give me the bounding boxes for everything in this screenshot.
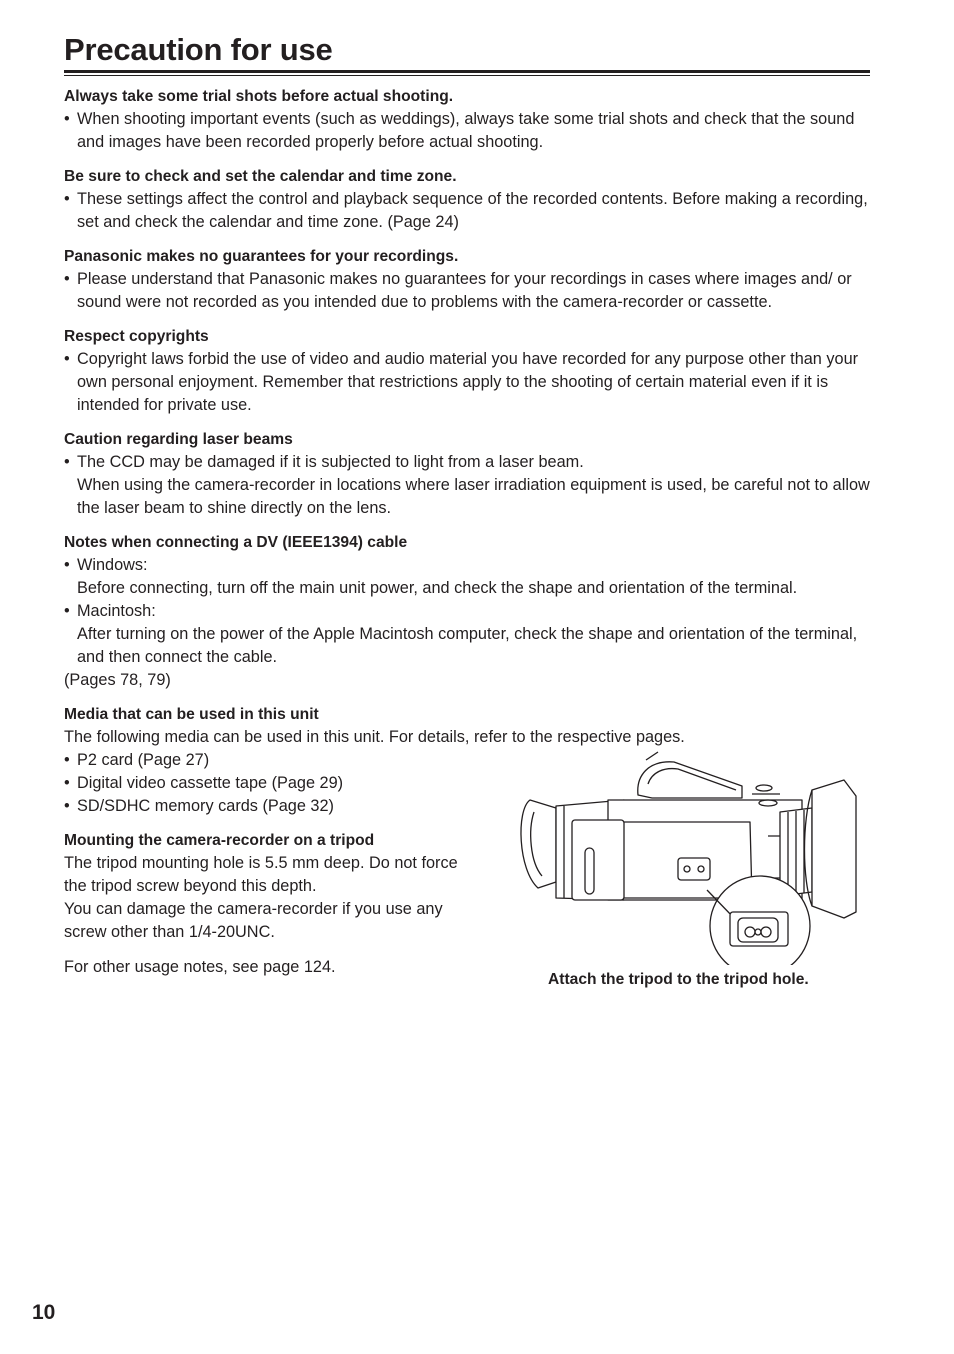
bullet-item: • When shooting important events (such as weddings), always take some trial shots and check that the sound and images have been recorded properly before actual shooting. bbox=[64, 108, 874, 154]
section-laser bbox=[64, 428, 874, 520]
section-dv-cable bbox=[64, 531, 874, 692]
media-intro: The following media can be used in this unit. For details, refer to the respective pages. bbox=[64, 728, 685, 746]
section-copyrights bbox=[64, 325, 874, 417]
bullet-item: • Digital video cassette tape (Page 29) bbox=[64, 772, 874, 795]
section-heading: Be sure to check and set the calendar and time zone. bbox=[64, 168, 457, 185]
macintosh-text: After turning on the power of the Apple Macintosh computer, check the shape and orientation of the terminal, and then connect the cable. bbox=[77, 625, 858, 666]
bullet-item: • The CCD may be damaged if it is subjected to light from a laser beam. bbox=[64, 451, 874, 474]
pages-reference: (Pages 78, 79) bbox=[64, 671, 171, 689]
bullet-item: • SD/SDHC memory cards (Page 32) bbox=[64, 795, 874, 818]
bullet-item: • Copyright laws forbid the use of video and audio material you have recorded for any purpose other than your own personal enjoyment. Remember that restrictions apply to the shooting of certain material even if it is intended for private use. bbox=[64, 348, 874, 417]
section-trial-shots bbox=[64, 85, 874, 154]
title-rule-thick bbox=[64, 70, 870, 73]
page-title: Precaution for use bbox=[64, 32, 333, 67]
bullet-windows: • Windows: bbox=[64, 554, 874, 577]
section-tripod bbox=[64, 829, 484, 944]
other-notes: For other usage notes, see page 124. bbox=[64, 958, 336, 976]
tripod-para-1: The tripod mounting hole is 5.5 mm deep. Do not force the tripod screw beyond this depth. bbox=[64, 854, 458, 895]
bullet-item: • Please understand that Panasonic makes no guarantees for your recordings in cases where images and/ or sound were not recorded as you intended due to problems with the camera-recorder or cassette. bbox=[64, 268, 874, 314]
page-number: 10 bbox=[32, 1301, 56, 1324]
section-heading: Respect copyrights bbox=[64, 328, 209, 345]
windows-text: Before connecting, turn off the main unit power, and check the shape and orientation of the terminal. bbox=[77, 579, 798, 597]
bullet-continuation: When using the camera-recorder in locations where laser irradiation equipment is used, be careful not to allow the laser beam to shine directly on the lens. bbox=[77, 476, 870, 517]
section-heading: Panasonic makes no guarantees for your recordings. bbox=[64, 248, 459, 265]
section-guarantees bbox=[64, 245, 874, 314]
section-heading: Mounting the camera-recorder on a tripod bbox=[64, 832, 375, 849]
section-heading: Media that can be used in this unit bbox=[64, 706, 319, 723]
title-rule-thin bbox=[64, 75, 870, 76]
section-heading: Notes when connecting a DV (IEEE1394) cable bbox=[64, 534, 408, 551]
section-heading: Caution regarding laser beams bbox=[64, 431, 293, 448]
bullet-item: • These settings affect the control and playback sequence of the recorded contents. Before making a recording, set and check the calendar and time zone. (Page 24) bbox=[64, 188, 874, 234]
bullet-item: • P2 card (Page 27) bbox=[64, 749, 874, 772]
tripod-para-2: You can damage the camera-recorder if you use any screw other than 1/4-20UNC. bbox=[64, 900, 443, 941]
camera-tripod-illustration bbox=[512, 750, 862, 965]
bullet-macintosh: • Macintosh: bbox=[64, 600, 874, 623]
section-calendar bbox=[64, 165, 874, 234]
section-heading: Always take some trial shots before actual shooting. bbox=[64, 88, 454, 105]
figure-caption: Attach the tripod to the tripod hole. bbox=[548, 971, 809, 988]
